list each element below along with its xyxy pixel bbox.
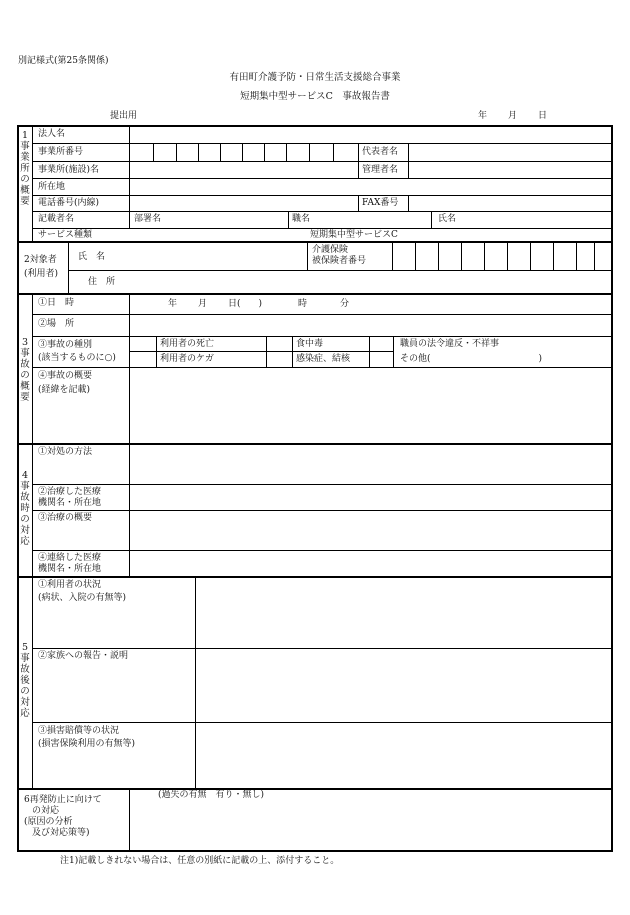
section-4-heading: 4 事 故 時 の 対 応 [20,470,30,547]
datetime-label: ①日 時 [38,298,75,308]
fax-label: FAX番号 [362,198,399,208]
title-line-2: 短期集中型サービスC 事故報告書 [240,91,390,102]
response-method-label: ①対処の方法 [38,447,93,457]
position-label: 職名 [292,214,311,224]
type-other: その他( ) [400,354,543,364]
corp-name-label: 法人名 [38,129,66,139]
section-5-heading: 5 事 故 後 の 対 応 [20,642,30,719]
hospital-label: ②治療した医療 機関名・所在地 [38,487,102,508]
accident-summary-label: ④事故の概要 (経緯を記載) [38,371,93,395]
type-user-death: 利用者の死亡 [160,339,215,349]
dt-day: 日( ) [228,299,263,309]
office-name-label: 事業所(施設)名 [38,165,100,175]
manager-label: 管理者名 [362,165,399,175]
address-label: 所在地 [38,182,66,192]
date-month: 月 [508,111,518,121]
date-day: 日 [538,111,548,121]
type-infection: 感染症、結核 [296,354,351,364]
negligence-label: (過失の有無 有り・無し) [158,790,265,800]
writer-label: 記載者名 [38,214,75,224]
representative-label: 代表者名 [362,147,399,157]
title-line-1: 有田町介護予防・日常生活支援総合事業 [229,72,401,83]
section-2-heading: 2対象者 (利用者) [24,255,59,279]
dt-year: 年 [168,299,178,309]
dt-minute: 分 [340,299,350,309]
treatment-label: ③治療の概要 [38,513,93,523]
insured-number-label: 介護保険 被保険者番号 [312,245,367,266]
type-food-poisoning: 食中毒 [296,339,324,349]
date-year: 年 [478,111,488,121]
accident-type-label: ③事故の種別 (該当するものに○) [38,340,116,363]
dt-hour: 時 [298,299,308,309]
type-staff-violation: 職員の法令違反・不祥事 [400,339,500,349]
department-label: 部署名 [134,214,162,224]
section-3-heading: 3 事 故 の 概 要 [20,337,30,403]
submit-label: 提出用 [110,111,138,121]
compensation-label: ③損害賠償等の状況 (損害保険利用の有無等) [38,726,136,749]
service-type-value: 短期集中型サービスC [310,230,398,240]
service-type-label: サービス種類 [38,230,93,240]
dt-month: 月 [198,299,208,309]
subject-address-label: 住 所 [88,277,116,287]
user-status-label: ①利用者の状況 (病状、入院の有無等) [38,580,127,603]
contacted-hospital-label: ④連絡した医療 機関名・所在地 [38,553,102,574]
section-1-heading: 1 事 業 所 の 概 要 [20,130,30,207]
phone-label: 電話番号(内線) [38,198,100,208]
family-report-label: ②家族への報告・説明 [38,651,129,661]
footnote: 注1)記載しきれない場合は、任意の別紙に記載の上、添付すること。 [60,856,340,866]
type-user-injury: 利用者のケガ [160,354,214,364]
writer-name-label: 氏名 [438,214,457,224]
prevention-label: 6再発防止に向けて の対応 (原因の分析 及び対応策等) [24,795,102,838]
subject-name-label: 氏 名 [78,252,106,262]
place-label: ②場 所 [38,319,75,329]
form-reference: 別記様式(第25条関係) [18,56,109,66]
office-number-label: 事業所番号 [38,147,84,157]
